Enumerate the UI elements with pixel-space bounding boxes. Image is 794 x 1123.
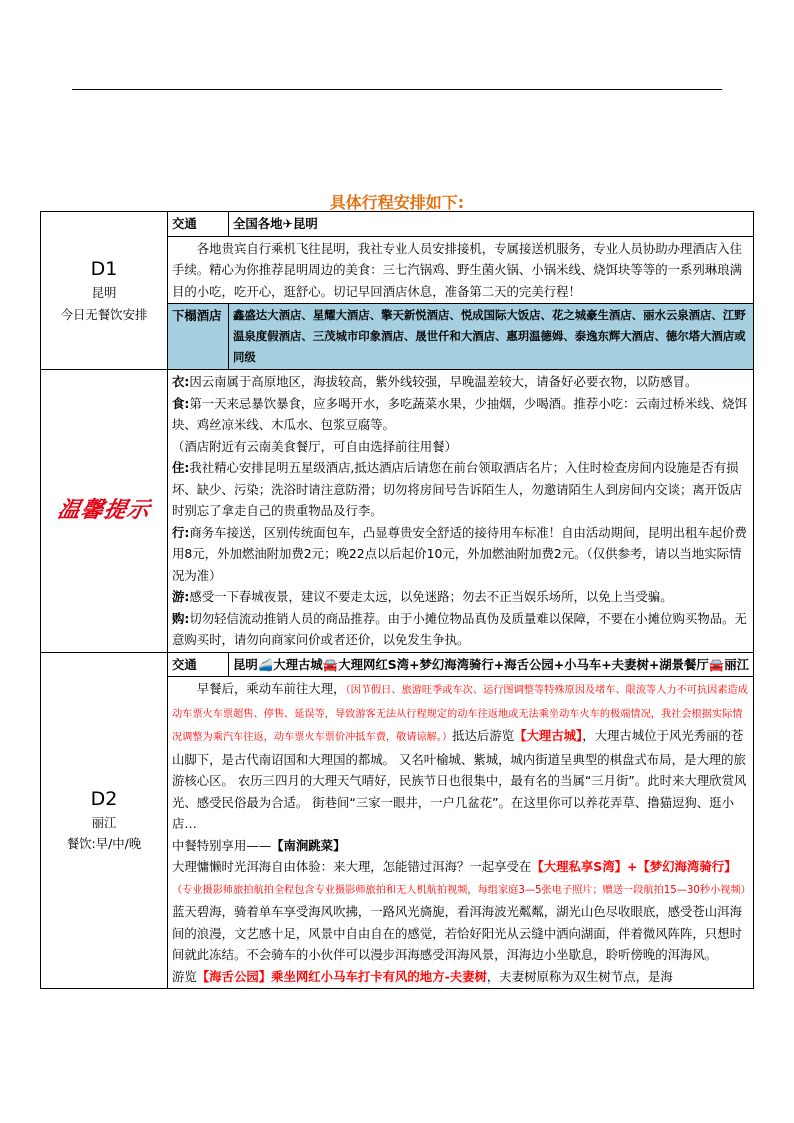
d2-day-number: D2 <box>90 787 118 810</box>
d1-hotel-value: 鑫盛达大酒店、星耀大酒店、擎天新悦酒店、悦成国际大饭店、花之城豪生酒店、丽水云泉酒店、江野温泉度假酒店、三茂城市印象酒店、晟世仟和大酒店、惠玥温德姆、泰逸东辉大酒店、德尔塔大酒店或同级 <box>229 304 754 370</box>
itinerary-table <box>40 211 754 989</box>
d2-lunch: 中餐特别享用——【南涧跳菜】 <box>172 837 346 853</box>
tip-clothing: 衣:因云南属于高原地区，海拔较高，紫外线较强，早晚温差较大，请备好必要衣物，以防感冒。 <box>172 374 698 389</box>
tips-logo-cell <box>41 370 168 653</box>
d1-meals: 今日无餐饮安排 <box>60 306 148 322</box>
d1-day-number: D1 <box>90 258 118 280</box>
d2-paragraph-1: 早餐后，乘动车前往大理，（因节假日、旅游旺季或车次、运行图调整等特殊原因及堵车、限流等人力不可抗因素造成动车票火车票超售、停售、延误等，导致游客无法从行程规定的动车往返地或无法乘坐动车火车的极端情况，我社会根据实际情况调整为乘汽车往返，动车票火车票价冲抵车费，敬请谅解。）抵达后游览【大理古城】，大理古城位于风光秀丽的苍山脚下，是古代南诏国和大理国的都城。 又名叶榆城、紫城，城内街道呈典型的棋盘式布局，是大理的旅游核心区。 农历三四月的大理天气晴好，民族节日也很集中，最有名的当属“三月街”。此时来大理欣赏风光、感受民俗最为合适。 街巷间“三家一眼井，一户几盆花”。在这里你可以养花弄草、撸猫逗狗、逛小店… <box>172 681 748 831</box>
d2-city: 丽江 <box>91 814 117 830</box>
d1-transport-row <box>41 212 754 237</box>
tip-travel: 行:商务车接送，区别传统面包车，凸显尊贵安全舒适的接待用车标准！自由活动期间，昆明出租车起价费用8元，外加燃油附加费2元；晚22点以后起价10元，外加燃油附加费2元。（仅供参考，请以当地实际情况为准） <box>172 524 747 583</box>
d2-paragraph-2: 大理慵懒时光洱海自由体验：来大理，怎能错过洱海？一起享受在【大理私享S湾】+【梦幻海湾骑行】（专业摄影师旅拍航拍全程包含专业摄影师旅拍和无人机航拍视频，每组家庭3—5张电子照片；赠送一段航拍15—30秒小视频）蓝天碧海，骑着单车享受海风吹拂，一路风光旖旎，看洱海波光粼粼，湖光山色尽收眼底，感受苍山洱海间的浪漫，文艺感十足，风景中自由自在的感觉，若恰好阳光从云缝中洒向湖面，伴着微风阵阵，只想时间就此冻结。不会骑车的小伙伴可以漫步洱海感受洱海风景，洱海边小坐歇息，聆听傍晚的洱海风。 <box>172 859 751 962</box>
tip-stay: 住:我社精心安排昆明五星级酒店,抵达酒店后请您在前台领取酒店名片；入住时检查房间内设施是否有损坏、缺少、污染；洗浴时请注意防滑；切勿将房间号告诉陌生人，勿邀请陌生人到房间内交谈；离开饭店时别忘了拿走自己的贵重物品及行李。 <box>172 460 742 518</box>
d1-transport-value: 全国各地✈昆明 <box>229 212 754 237</box>
d1-hotel-label: 下榻酒店 <box>168 304 229 370</box>
header-rule <box>72 89 722 90</box>
d2-paragraph-3: 游览【海舌公园】乘坐网红小马车打卡有风的地方-夫妻树，夫妻树原称为双生树节点，是海 <box>172 968 673 984</box>
d1-day-cell <box>41 212 168 370</box>
tip-tour: 游:感受一下春城夜景，建议不要走太远，以免迷路；勿去不正当娱乐场所，以免上当受骗。 <box>172 589 673 604</box>
d2-meals: 餐饮:早/中/晚 <box>66 836 142 852</box>
tip-shopping: 购:切勿轻信流动推销人员的商品推荐。由于小摊位物品真伪及质量难以保障，不要在小摊位购买物品。无意购买时，请勿向商家问价或者还价，以免发生争执。 <box>172 610 747 647</box>
d1-city: 昆明 <box>91 285 117 300</box>
d1-description: 各地贵宾自行乘机飞往昆明，我社专业人员安排接机，专属接送机服务，专业人员协助办理酒店入住手续。精心为你推荐昆明周边的美食：三七汽锅鸡、野生菌火锅、小锅米线、烧饵块等等的一系列琳琅满目的小吃，吃开心，逛舒心。切记早回酒店休息，准备第二天的完美行程！ <box>168 236 754 304</box>
d1-transport-label: 交通 <box>168 212 229 237</box>
tip-food-note: （酒店附近有云南美食餐厅，可自由选择前往用餐） <box>172 438 457 454</box>
tip-food: 食:第一天来忌暴饮暴食，应多喝开水，多吃蔬菜水果，少抽烟，少喝酒。推荐小吃：云南过桥米线、烧饵块、鸡丝凉米线、木瓜水、包浆豆腐等。 <box>172 395 747 432</box>
d2-description <box>168 677 754 989</box>
d2-transport-row <box>41 652 754 677</box>
d2-transport-label: 交通 <box>168 652 229 677</box>
page-title: 具体行程安排如下: <box>329 193 465 212</box>
warm-tips-logo: 温馨提示 <box>55 497 153 523</box>
tips-row <box>41 370 754 653</box>
tips-content <box>168 370 754 653</box>
d2-transport-value: 昆明🚄大理古城🚘大理网红S湾+梦幻海湾骑行+海舌公园+小马车+夫妻树+湖景餐厅🚘丽江 <box>229 652 754 677</box>
d2-day-cell <box>41 652 168 989</box>
